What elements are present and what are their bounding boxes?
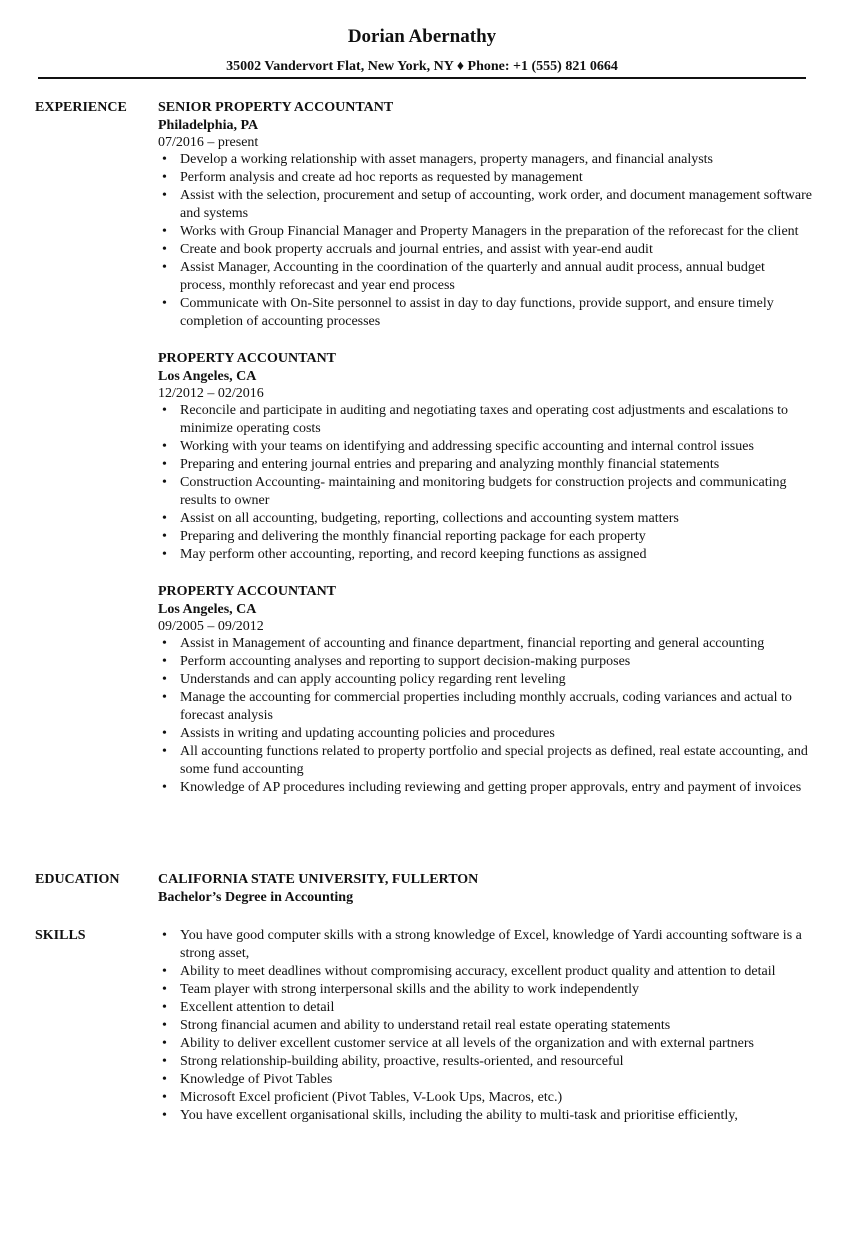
list-item: • Strong relationship-building ability, proactive, results-oriented, and resourceful: [158, 1053, 813, 1071]
list-item: • Strong financial acumen and ability to understand retail real estate operating statements: [158, 1017, 813, 1035]
list-item: • You have good computer skills with a strong knowledge of Excel, knowledge of Yardi accounting software is a strong asset,: [158, 927, 813, 963]
list-item: • Construction Accounting- maintaining and monitoring budgets for construction projects and communicating results to owner: [158, 474, 813, 510]
list-item: • Ability to meet deadlines without compromising accuracy, excellent product quality and attention to detail: [158, 963, 813, 981]
list-item: • Manage the accounting for commercial properties including monthly accruals, coding variances and actual to forecast analysis: [158, 689, 813, 725]
job-dates: 09/2005 – 09/2012: [158, 619, 264, 634]
job-entry: [158, 99, 813, 331]
list-item: • Communicate with On-Site personnel to assist in day to day functions, provide support, and ensure timely completion of accounting processes: [158, 295, 813, 331]
list-item: • Working with your teams on identifying and addressing specific accounting and internal control issues: [158, 438, 813, 456]
contact-line: 35002 Vandervort Flat, New York, NY ♦ Phone: +1 (555) 821 0664: [226, 59, 618, 74]
list-item: • Team player with strong interpersonal skills and the ability to work independently: [158, 981, 813, 999]
job-location: Los Angeles, CA: [158, 602, 257, 617]
school-name: CALIFORNIA STATE UNIVERSITY, FULLERTON: [158, 872, 479, 887]
list-item: • Create and book property accruals and journal entries, and assist with year-end audit: [158, 241, 813, 259]
job-title: PROPERTY ACCOUNTANT: [158, 584, 337, 599]
list-item: • Assist with the selection, procurement and setup of accounting, work order, and document management software and systems: [158, 187, 813, 223]
education-entry: [158, 871, 813, 906]
list-item: • You have excellent organisational skills, including the ability to multi-task and prioritise efficiently,: [158, 1107, 813, 1125]
experience-list: [158, 99, 813, 816]
job-entry: [158, 350, 813, 564]
list-item: • Assist Manager, Accounting in the coordination of the quarterly and annual audit process, annual budget process, monthly reforecast and year end process: [158, 259, 813, 295]
list-item: • Assist on all accounting, budgeting, reporting, collections and accounting system matters: [158, 510, 813, 528]
list-item: • Assist in Management of accounting and finance department, financial reporting and general accounting: [158, 635, 813, 653]
degree: Bachelor’s Degree in Accounting: [158, 890, 354, 905]
job-dates: 12/2012 – 02/2016: [158, 386, 264, 401]
job-entry: [158, 583, 813, 797]
list-item: • All accounting functions related to property portfolio and special projects as defined, real estate accounting, and some fund accounting: [158, 743, 813, 779]
list-item: • Works with Group Financial Manager and Property Managers in the preparation of the reforecast for the client: [158, 223, 813, 241]
skills-heading: SKILLS: [35, 928, 86, 943]
job-dates: 07/2016 – present: [158, 135, 259, 150]
job-title: SENIOR PROPERTY ACCOUNTANT: [158, 100, 394, 115]
skills-list: [158, 927, 813, 1125]
resume-header: [38, 26, 806, 76]
candidate-name: Dorian Abernathy: [347, 26, 497, 47]
job-responsibilities: [158, 402, 813, 564]
job-responsibilities: [158, 635, 813, 797]
list-item: • May perform other accounting, reporting, and record keeping functions as assigned: [158, 546, 813, 564]
list-item: • Perform accounting analyses and reporting to support decision-making purposes: [158, 653, 813, 671]
list-item: • Perform analysis and create ad hoc reports as requested by management: [158, 169, 813, 187]
list-item: • Excellent attention to detail: [158, 999, 813, 1017]
job-responsibilities: [158, 151, 813, 331]
list-item: • Understands and can apply accounting policy regarding rent leveling: [158, 671, 813, 689]
list-item: • Knowledge of AP procedures including reviewing and getting proper approvals, entry and payment of invoices: [158, 779, 813, 797]
job-title: PROPERTY ACCOUNTANT: [158, 351, 337, 366]
experience-heading: EXPERIENCE: [35, 100, 127, 115]
job-location: Philadelphia, PA: [158, 118, 259, 133]
list-item: • Microsoft Excel proficient (Pivot Tables, V-Look Ups, Macros, etc.): [158, 1089, 813, 1107]
list-item: • Reconcile and participate in auditing and negotiating taxes and operating cost adjustments and escalations to minimize operating costs: [158, 402, 813, 438]
education-heading: EDUCATION: [35, 872, 120, 887]
list-item: • Ability to deliver excellent customer service at all levels of the organization and with external partners: [158, 1035, 813, 1053]
list-item: • Knowledge of Pivot Tables: [158, 1071, 813, 1089]
skills-list-wrapper: [158, 927, 813, 1125]
list-item: • Assists in writing and updating accounting policies and procedures: [158, 725, 813, 743]
list-item: • Develop a working relationship with asset managers, property managers, and financial analysts: [158, 151, 813, 169]
job-location: Los Angeles, CA: [158, 369, 257, 384]
list-item: • Preparing and delivering the monthly financial reporting package for each property: [158, 528, 813, 546]
list-item: • Preparing and entering journal entries and preparing and analyzing monthly financial statements: [158, 456, 813, 474]
header-divider: [38, 77, 806, 79]
